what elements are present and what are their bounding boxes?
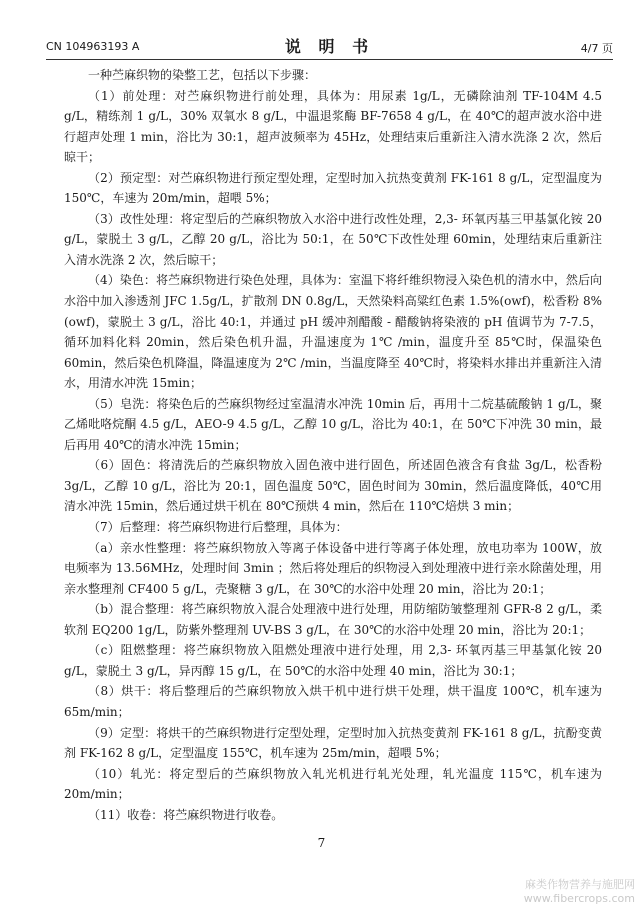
header-rule xyxy=(46,59,613,60)
paragraph-step-5: （5）皂洗：将染色后的苎麻织物经过室温清水冲洗 10min 后，再用十二烷基硫酸钠 1 g/L，聚乙烯吡咯烷酮 4.5 g/L，AEO-9 4.5 g/L，乙醇 10 g/L，浴比为 40:1，在 50℃下冲洗 30 min，最后再用 40℃的清水冲洗 15min； xyxy=(64,396,602,452)
watermark-url: www.fibercrops.com xyxy=(523,892,635,905)
page-indicator: 4/7 页 xyxy=(580,42,613,55)
site-watermark xyxy=(524,878,635,906)
paragraph-step-6: （6）固色：将清洗后的苎麻织物放入固色液中进行固色，所述固色液含有食盐 3g/L，松香粉 3g/L，乙醇 10 g/L，浴比为 20:1，固色温度 50℃，固色时间为 30min，然后温度降低，40℃用清水冲洗 15min，然后通过烘干机在 80℃预烘 4 min，然后在 110℃焙烘 3 min； xyxy=(64,458,602,514)
paragraph-step-2: （2）预定型：对苎麻织物进行预定型处理，定型时加入抗热变黄剂 FK-161 8 g/L，定型温度为 150℃，车速为 20m/min，超喂 5%； xyxy=(64,170,602,206)
paragraph-step-9: （9）定型：将烘干的苎麻织物进行定型处理，定型时加入抗热变黄剂 FK-161 8 g/L，抗酚变黄剂 FK-162 8 g/L，定型温度 155℃，机车速为 25m/min，超喂 5%； xyxy=(64,725,602,761)
patent-number: CN 104963193 A xyxy=(46,40,140,53)
paragraph-step-3: （3）改性处理：将定型后的苎麻织物放入水浴中进行改性处理，2,3- 环氧丙基三甲基氯化铵 20 g/L，蒙脱土 3 g/L，乙醇 20 g/L，浴比为 50:1，在 50℃下改性处理 60min，处理结束后重新注入清水洗涤 2 次，然后晾干； xyxy=(64,211,602,267)
page-number: 7 xyxy=(317,836,326,850)
paragraph-step-1: （1）前处理：对苎麻织物进行前处理，具体为：用尿素 1g/L，无磷除油剂 TF-104M 4.5 g/L，精练剂 1 g/L，30% 双氧水 8 g/L，中温退浆酶 BF-7658 4 g/L，在 40℃的超声波水浴中进行超声处理 1 min，浴比为 30:1，超声波频率为 45Hz，处理结束后重新注入清水洗涤 2 次，然后晾干； xyxy=(64,88,602,165)
document-title: 说 明 书 xyxy=(284,37,375,56)
paragraph-step-7c: （c）阻燃整理：将苎麻织物放入阻燃处理液中进行处理，用 2,3- 环氧丙基三甲基氯化铵 20 g/L，蒙脱土 3 g/L，异丙醇 15 g/L，在 50℃的水浴中处理 40 min，浴比为 30:1； xyxy=(64,643,602,678)
paragraph-step-4: （4）染色：将苎麻织物进行染色处理，具体为：室温下将纤维织物浸入染色机的清水中，然后向水浴中加入渗透剂 JFC 1.5g/L，扩散剂 DN 0.8g/L，天然染料高粱红色素 1.5%(owf)，松香粉 8%(owf)，蒙脱土 3 g/L，浴比 40:1，并通过 pH 缓冲剂醋酸 - 醋酸钠将染液的 pH 值调节为 7-7.5，循环加料化料 20min，然后染色机升温，升温速度为 1℃ /min，温度升至 85℃时，保温染色 60min，然后染色机降温，降温速度为 2℃ /min，当温度降至 40℃时，将染料水排出并重新注入清水，用清水冲洗 15min； xyxy=(64,273,602,391)
watermark-site-name: 麻类作物营养与施肥网 xyxy=(525,878,635,891)
document-body xyxy=(64,65,602,825)
paragraph-step-7: （7）后整理：将苎麻织物进行后整理，具体为： xyxy=(88,520,348,535)
page-header xyxy=(46,34,613,60)
paragraph-step-8: （8）烘干：将后整理后的苎麻织物放入烘干机中进行烘干处理，烘干温度 100℃，机车速为 65m/min； xyxy=(64,684,602,719)
paragraph-step-11: （11）收卷：将苎麻织物进行收卷。 xyxy=(88,807,284,822)
paragraph-intro: 一种苎麻织物的染整工艺，包括以下步骤： xyxy=(88,68,317,82)
paragraph-step-7a: （a）亲水性整理：将苎麻织物放入等离子体设备中进行等离子体处理，放电功率为 100W，放电频率为 13.56MHz，处理时间 3min ；然后将处理后的织物浸入到处理液中进行亲水除菌处理，用亲水整理剂 CF400 5 g/L，壳聚糖 3 g/L，在 30℃的水浴中处理 20 min，浴比为 20:1； xyxy=(64,540,602,596)
paragraph-step-10: （10）轧光：将定型后的苎麻织物放入轧光机进行轧光处理，轧光温度 115℃，机车速为 20m/min； xyxy=(64,766,602,802)
paragraph-step-7b: （b）混合整理：将苎麻织物放入混合处理液中进行处理，用防缩防皱整理剂 GFR-8 2 g/L，柔软剂 EQ200 1g/L，防紫外整理剂 UV-BS 3 g/L，在 30℃的水浴中处理 20 min，浴比为 20:1； xyxy=(64,602,602,637)
